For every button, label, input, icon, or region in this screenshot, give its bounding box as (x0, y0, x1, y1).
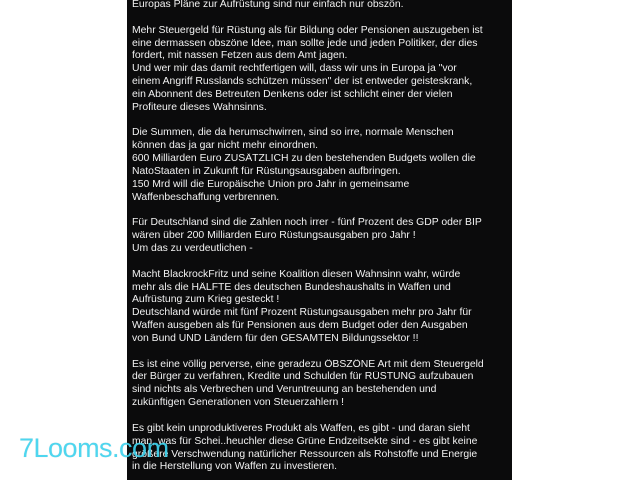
post-text-line: Und wer mir das damit rechtfertigen will, dass wir uns in Europa ja "vor (132, 63, 457, 75)
post-text-line: Aufrüstung zum Krieg gesteckt ! (132, 294, 280, 306)
post-text-line: in die Herstellung von Waffen zu investieren. (132, 461, 338, 473)
paragraph-gap (132, 346, 510, 359)
post-text-line: Für Deutschland sind die Zahlen noch irrer - fünf Prozent des GDP oder BIP (132, 217, 482, 229)
paragraph-gap (132, 256, 510, 269)
post-text-line: mehr als die HÄLFTE des deutschen Bundeshaushalts in Waffen und (132, 281, 451, 293)
post-text-line: Macht BlackrockFritz und seine Koalition diesen Wahnsinn wahr, würde (132, 268, 461, 280)
post-text-line: NatoStaaten in Zukunft für Rüstungsausgaben aufbringen. (132, 165, 401, 177)
paragraph-gap (132, 410, 510, 423)
post-text-line: Mehr Steuergeld für Rüstung als für Bildung oder Pensionen auszugeben ist (132, 24, 483, 36)
post-text-line: wären über 200 Milliarden Euro Rüstungsausgaben pro Jahr ! (132, 230, 416, 242)
watermark: 7Looms.com (19, 433, 169, 463)
post-text-line: Profiteure dieses Wahnsinns. (132, 101, 267, 113)
post-text-line: 600 Milliarden Euro ZUSÄTZLICH zu den bestehenden Budgets wollen die (132, 153, 476, 165)
post-text-line: Waffen ausgeben als für Pensionen aus dem Budget oder den Ausgaben (132, 320, 468, 332)
post-text-line: Deutschland würde mit fünf Prozent Rüstungsausgaben mehr pro Jahr für (132, 307, 472, 319)
post-text-line: eine dermassen obszöne Idee, man sollte jede und jeden Politiker, der dies (132, 37, 478, 49)
post-text-line: ein Abonnent des Betreuten Denkens oder ist schlicht einer der vielen (132, 88, 453, 100)
post-text-line: fordert, mit nassen Fetzen aus dem Amt jagen. (132, 50, 348, 62)
post-text-line: der Bürger zu verfahren, Kredite und Schulden für RÜSTUNG aufzubauen (132, 371, 474, 383)
post-text-line: sind nichts als Verbrechen und Veruntreuung an bestehenden und (132, 384, 437, 396)
paragraph-gap (132, 12, 510, 25)
post-text-line: Die Summen, die da herumschwirren, sind so irre, normale Menschen (132, 127, 454, 139)
post-text-line: Es gibt kein unproduktiveres Produkt als Waffen, es gibt - und daran sieht (132, 422, 470, 434)
paragraph-gap (132, 115, 510, 128)
post-text-line: von Bund UND Ländern für den GESAMTEN Bildungssektor !! (132, 332, 419, 344)
post-panel (127, 0, 512, 480)
post-text-line: Um das zu verdeutlichen - (132, 243, 253, 255)
paragraph-gap (132, 205, 510, 218)
post-text-line: einem Angriff Russlands schützen müssen" der ist entweder geisteskrank, (132, 76, 473, 88)
post-text-line: Waffenbeschaffung verbrennen. (132, 191, 280, 203)
post-text-line: größere Verschwendung natürlicher Ressourcen als Rohstoffe und Energie (132, 448, 478, 460)
post-text-line: zukünftigen Generationen von Steuerzahlern ! (132, 397, 344, 409)
post-text-line: 150 Mrd will die Europäische Union pro Jahr in gemeinsame (132, 178, 410, 190)
post-text (132, 0, 510, 474)
post-text-line: können das ja gar nicht mehr einordnen. (132, 140, 318, 152)
post-text-line: Es ist eine völlig perverse, eine geradezu ÖBSZÖNE Art mit dem Steuergeld (132, 358, 484, 370)
post-text-line: Europas Pläne zur Aufrüstung sind nur einfach nur obszön. (132, 0, 404, 10)
post-text-line: man, was für Schei..heuchler diese Grüne Endzeitsekte sind - es gibt keine (132, 435, 478, 447)
